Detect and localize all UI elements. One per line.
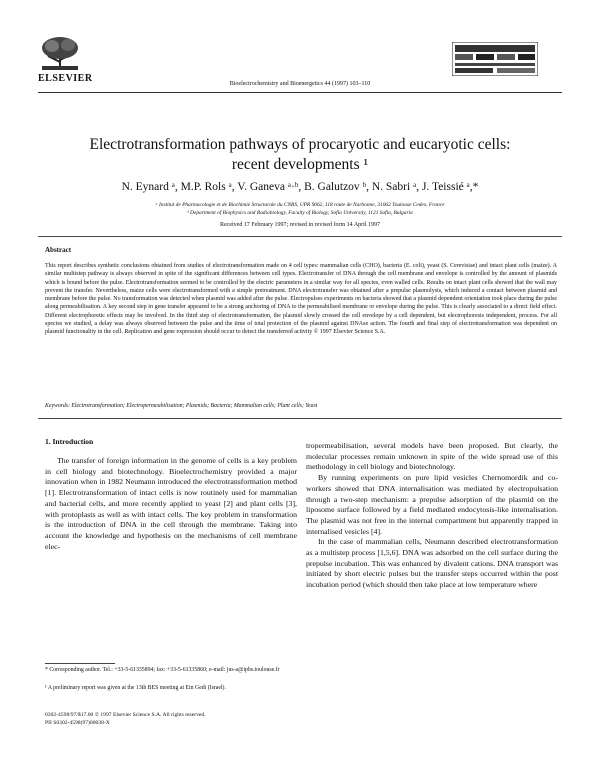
footnote-corresponding-author: * Corresponding author. Tel.: +33-5-61335894; fax: +33-5-61335860; e-mail: jus-a@ipbs.toulouse.fr bbox=[45, 667, 280, 673]
intro-right-column bbox=[306, 441, 558, 591]
elsevier-tree-logo bbox=[38, 36, 82, 72]
publisher-name: ELSEVIER bbox=[38, 73, 93, 84]
footnote-preliminary-report: ¹ A preliminary report was given at the 13th BES meeting at Ein Gedi (Israel). bbox=[45, 685, 226, 691]
abstract-heading: Abstract bbox=[45, 246, 72, 254]
received-dates: Received 17 February 1997; revised in revised form 14 April 1997 bbox=[220, 222, 380, 228]
title-line-1: Electrotransformation pathways of procaryotic and eucaryotic cells: bbox=[89, 136, 511, 153]
footnote-rule bbox=[45, 663, 115, 664]
section-heading-introduction: 1. Introduction bbox=[45, 437, 94, 446]
article-title bbox=[40, 135, 560, 175]
intro-right-paragraph-2: By running experiments on pure lipid vesicles Chernomordik and co-workers showed that DNA internalisation was mediated by electropulsation through a two-step mechanism: a prepulse adsorption of the plasmid on the liposome surface followed by a field mediated endocytosis-like internalisation. The plasmid was not free in the internal compartment but apparently trapped in internalised vesicles [4]. bbox=[306, 473, 558, 536]
intro-left-column: The transfer of foreign information in the genome of cells is a key problem in cell biology and biotechnology. Bioelectrochemistry provided a major innovation when in 1982 Neumann introduced the electrotransformation method [1]. Electrotransformation of intact cells is now routinely used for mammalian and bacterial cells, and more recently applied to yeast [2] and plant cells [3], with protoplasts as well as with intact cells. The key problem in transformation is the introduction of DNA in the cell through the membrane. Taking into account the knowledge and hypothesis on the mechanisms of cell membrane elec- bbox=[45, 456, 297, 551]
affiliation-a: ᵃ Institut de Pharmacologie et de Biochimie Structurale du CNRS, UPR 9062, 118 route de Narbonne, 31062 Toulouse Cedex, France bbox=[155, 202, 445, 208]
title-line-2: recent developments ¹ bbox=[231, 156, 369, 173]
imprint-copyright: 0302-4598/97/$17.00 © 1997 Elsevier Science S.A. All rights reserved. bbox=[45, 712, 206, 718]
affiliation-b: ᵇ Department of Biophysics and Radiobiology, Faculty of Biology, Sofia University, 1121 Sofia, Bulgaria bbox=[187, 210, 413, 216]
affiliations bbox=[40, 201, 560, 217]
intro-right-paragraph-3: In the case of mammalian cells, Neumann described electrotransformation as a multistep process [1,5,6]. DNA was adsorbed on the cell surface during the prepulse incubation. This was enhanced by divalent cations. DNA transport was initiated by short electric pulses but the transfer steps occurred within the post incubation period (which should then take place at low temperature where bbox=[306, 537, 558, 590]
keywords-rule bbox=[38, 418, 562, 419]
keywords: Keywords: Electrotransformation; Electropermeabilisation; Plasmids; Bacteria; Mammalian cells; Plant cells; Yeast bbox=[45, 403, 318, 409]
journal-citation: Bioelectrochemistry and Bioenergetics 44 (1997) 103–110 bbox=[229, 81, 371, 87]
intro-right-paragraph-1: tropermeabilisation, several models have been proposed. But clearly, the molecular processes remain unknown in spite of the wide spread use of this methodology in cell biology and biotechnology. bbox=[306, 441, 558, 472]
journal-logo-graphic bbox=[452, 42, 538, 76]
imprint-pii: PII S0302-4598(97)00038-X bbox=[45, 720, 110, 726]
header-rule bbox=[38, 92, 562, 93]
abstract-text: This report describes synthetic conclusions obtained from studies of electrotransformation made on 4 cell types: mammalian cells (CHO), bacteria (E. coli), yeast (S. Cerevisiae) and intact plant cells (maize). A similar multistep pathway is always observed in spite of the significant differences between cell types. Electrotransfer of DNA through the cell membrane and envelope is controlled by the amount of plasmids which is bound before the pulse. Electrotransformation seemed to be controlled by the electric parameters in a similar way for all species, even walled cells. Results on intact plant cells showed that the wall may prevent the transfer. Nevertheless, maize cells were electrotransformed with a simple pretreatment. DNA electrotransfer was obtained after a prepulse plasmolysis, which induced a contact between plasmid and membrane before the pulse. No transformation was detected when plasmid was added after the pulse. Electropulses experiments on bacteria showed that a plasmid dependent orientation took place during the pulse along permeabilisation. A key second step in gene transfer appeared to be a strong anchoring of DNA to the permeabilised membrane or envelope during the pulse. This is clearly associated to a direct field effect. Different electrophoretic effects may be involved. In the third step of electrotransformation, the plasmid slowly crossed the cell envelope by a cell dependent, but electrophoresis independent, process. For all species we studied, a delay was always observed between the pulse and the time of total protection of the plasmid against DNAse action. The fourth and final step of electrotransformation was dependent on plasmid functionality in the cell. Replication and gene expression should occur to detect the transferred activity © 1997 Elsevier Science S.A. bbox=[45, 263, 557, 336]
imprint bbox=[45, 711, 206, 727]
abstract-rule bbox=[38, 236, 562, 237]
author-list: N. Eynard ᵃ, M.P. Rols ᵃ, V. Ganeva ᵃ·ᵇ, B. Galutzov ᵇ, N. Sabri ᵃ, J. Teissié ᵃ,* bbox=[121, 181, 479, 193]
